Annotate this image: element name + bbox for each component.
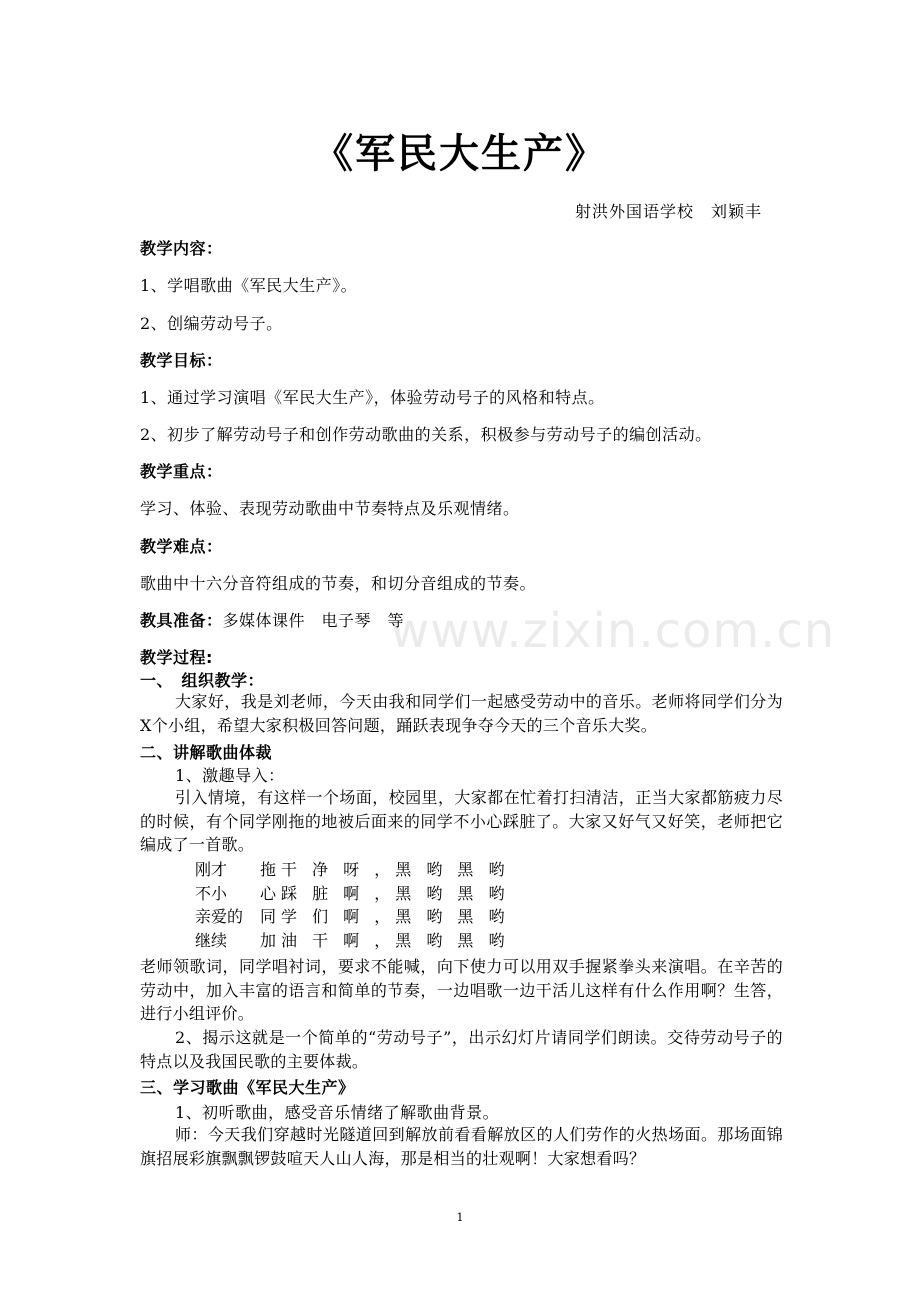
song-lead: 亲爱的 — [195, 907, 244, 926]
content-heading: 教学内容： — [140, 239, 223, 258]
section2-text1: 引入情境，有这样一个场面，校园里，大家都在忙着打扫清洁，正当大家都筋疲力尽的时候，有个同学刚拖的地被后面来的同学不小心踩脏了。大家又好气又好笑，老师把它编成了一首歌。 — [140, 788, 783, 854]
song-lyrics — [195, 858, 550, 952]
song-row — [195, 929, 550, 953]
section2-text2: 老师领歌词，同学唱衬词，要求不能喊，向下使力可以用双手握紧拳头来演唱。在辛苦的劳动中，加入丰富的语言和简单的节奏，一边唱歌一边干活儿这样有什么作用啊？生答，进行小组评价。 — [140, 957, 783, 1023]
section2-sub1: 1、激趣导入： — [175, 766, 285, 785]
goal-item-1: 1、通过学习演唱《军民大生产》，体验劳动号子的风格和特点。 — [140, 388, 605, 407]
song-row — [195, 905, 550, 929]
section1-text: 大家好，我是刘老师，今天由我和同学们一起感受劳动中的音乐。老师将同学们分为X个小组，希望大家积极回答问题，踊跃表现争夺今天的三个音乐大奖。 — [140, 692, 783, 735]
goals-heading: 教学目标： — [140, 351, 223, 370]
song-response: 拖干 净 呀 ，黑 哟 黑 哟 — [260, 860, 510, 879]
section3-heading: 三、学习歌曲《军民大生产》 — [140, 1078, 355, 1097]
page-number: 1 — [456, 1211, 464, 1224]
section2-heading: 二、讲解歌曲体裁 — [140, 743, 273, 762]
key-text: 学习、体验、表现劳动歌曲中节奏特点及乐观情绪。 — [140, 499, 520, 518]
content-item-1: 1、学唱歌曲《军民大生产》。 — [140, 276, 358, 295]
tools-label: 教具准备： — [140, 611, 223, 630]
author-line: 射洪外国语学校 刘颖丰 — [574, 202, 762, 221]
song-response: 加油 干 啊 ，黑 哟 黑 哟 — [260, 930, 510, 950]
song-lead: 继续 — [195, 930, 228, 950]
song-row — [195, 882, 550, 906]
song-lead: 不小 — [195, 883, 228, 903]
song-row — [195, 858, 550, 882]
key-heading: 教学重点： — [140, 462, 223, 481]
content-item-2: 2、创编劳动号子。 — [140, 314, 283, 333]
song-response: 同学 们 啊 ，黑 哟 黑 哟 — [260, 907, 510, 926]
section3-sub1: 1、初听歌曲，感受音乐情绪了解歌曲背景。 — [175, 1103, 500, 1122]
section2-text3: 2、揭示这就是一个简单的“劳动号子”，出示幻灯片请同学们朗读。交待劳动号子的特点以及我国民歌的主要体裁。 — [140, 1028, 783, 1071]
document-title: 《军民大生产》 — [313, 131, 607, 177]
tools-text: 多媒体课件 电子琴 等 — [222, 611, 405, 630]
section1-heading: 一、 组织教学： — [140, 671, 265, 690]
process-heading: 教学过程: — [140, 648, 213, 667]
section3-text1: 师：今天我们穿越时光隧道回到解放前看看解放区的人们劳作的火热场面。那场面锦旗招展彩旗飘飘锣鼓喧天人山人海，那是相当的壮观啊！大家想看吗？ — [140, 1125, 783, 1168]
goal-item-2: 2、初步了解劳动号子和创作劳动歌曲的关系，积极参与劳动号子的编创活动。 — [140, 425, 712, 444]
song-response: 心踩 脏 啊 ，黑 哟 黑 哟 — [260, 883, 510, 903]
difficulty-text: 歌曲中十六分音符组成的节奏，和切分音组成的节奏。 — [140, 574, 537, 593]
song-lead: 刚才 — [195, 860, 228, 879]
watermark: www.zixin.com.cn — [390, 603, 836, 659]
difficulty-heading: 教学难点： — [140, 537, 223, 556]
tools-line — [140, 608, 404, 631]
